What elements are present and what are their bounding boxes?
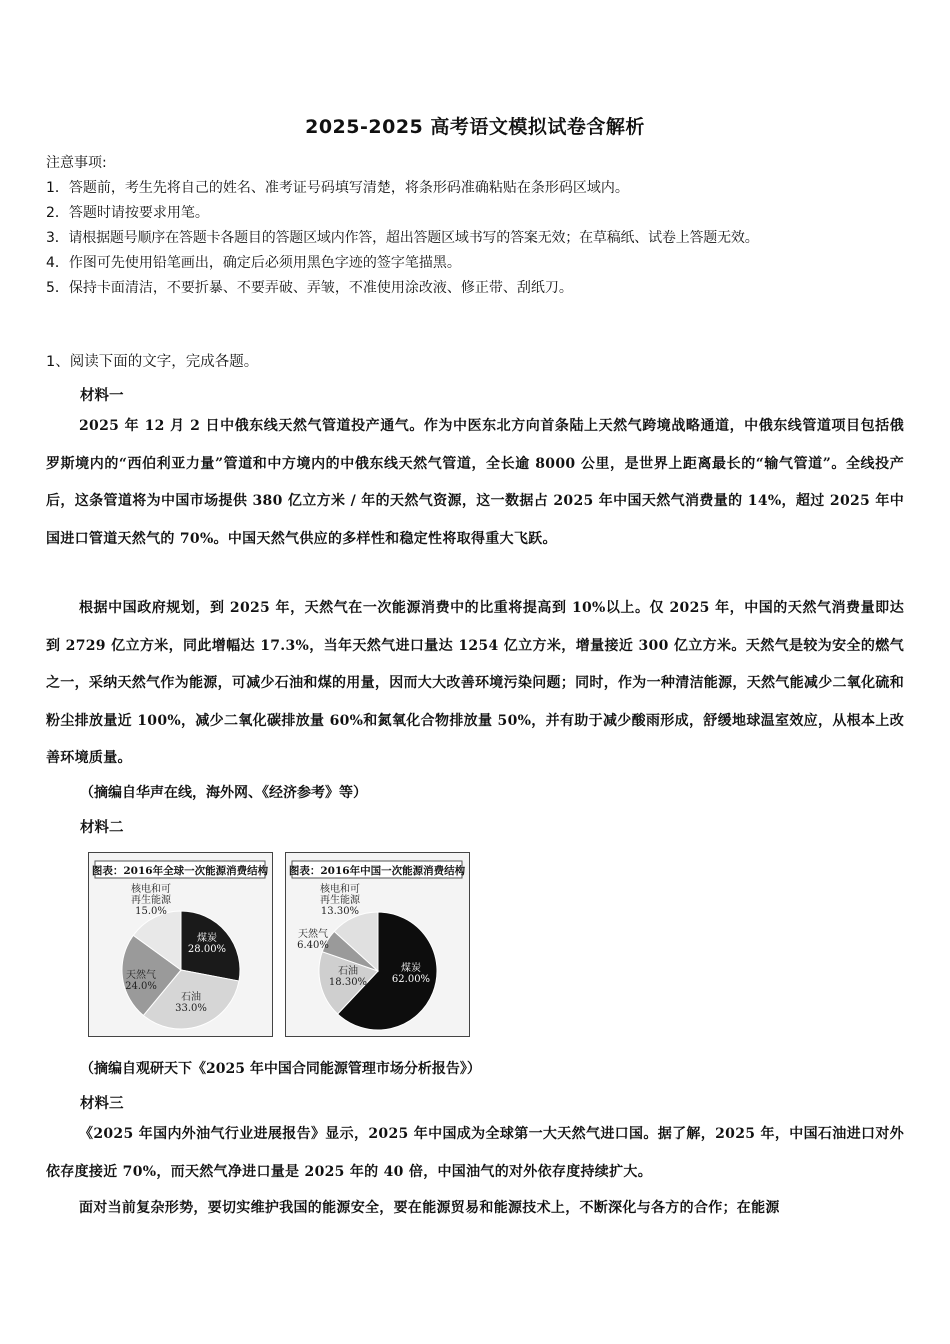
pie-category-label: 再生能源 (131, 895, 171, 906)
global-energy-chart (88, 852, 273, 1037)
pie-value-label: 28.00% (187, 944, 227, 955)
material-1-paragraph: 根据中国政府规划，到 2025 年，天然气在一次能源消费中的比重将提高到 10%以上。仅 2025 年，中国的天然气消费量即达到 2729 亿立方米，同此增幅达 17.3%，当年天然气进口量达 1254 亿立方米，增量接近 300 亿立方米。天然气是较为安全的燃气之一，采纳天然气作为能源，可减少石油和煤的用量，因而大大改善环境污染问题；同时，作为一种清洁能源，天然气能减少二氧化硫和粉尘排放量近 100%，减少二氧化碳排放量 60%和氮氧化合物排放量 50%，并有助于减少酸雨形成，舒缓地球温室效应，从根本上改善环境质量。 (46, 600, 904, 767)
notice-heading: 注意事项: (46, 155, 107, 171)
pie-value-label: 15.0% (135, 906, 167, 917)
material-1-paragraph: 2025 年 12 月 2 日中俄东线天然气管道投产通气。作为中医东北方向首条陆上天然气跨境战略通道，中俄东线管道项目包括俄罗斯境内的“西伯利亚力量”管道和中方境内的中俄东线天然气管道，全长逾 8000 公里，是世界上距离最长的“输气管道”。全线投产后，这条管道将为中国市场提供 380 亿立方米 / 年的天然气资源，这一数据占 2025 年中国天然气消费量的 14%，超过 2025 年中国进口管道天然气的 70%。中国天然气供应的多样性和稳定性将取得重大飞跃。 (46, 418, 904, 547)
material-3-paragraph: 面对当前复杂形势，要切实维护我国的能源安全，要在能源贸易和能源技术上，不断深化与各方的合作；在能源 (79, 1200, 780, 1216)
pie-category-label: 天然气 (126, 970, 156, 981)
notice-section (46, 151, 926, 301)
notice-item: 5．保持卡面清洁，不要折暴、不要弄破、弄皱，不准使用涂改液、修正带、刮纸刀。 (46, 280, 573, 296)
notice-item: 4．作图可先使用铅笔画出，确定后必须用黑色字迹的签字笔描黑。 (46, 255, 461, 271)
pie-value-label: 62.00% (391, 974, 431, 985)
pie-category-label: 核电和可 (131, 884, 171, 895)
china-energy-chart (285, 852, 470, 1037)
pie-category-label: 再生能源 (320, 895, 360, 906)
pie-category-label: 煤炭 (401, 963, 421, 974)
material-2-label: 材料二 (80, 819, 124, 836)
material-1-label: 材料一 (80, 387, 124, 404)
notice-item: 2．答题时请按要求用笔。 (46, 205, 209, 221)
pie-value-label: 6.40% (297, 940, 329, 951)
pie-value-label: 18.30% (328, 977, 368, 988)
chart-title: 图表：2016年中国一次能源消费结构 (288, 865, 466, 877)
pie-category-label: 天然气 (298, 929, 328, 940)
notice-item: 1．答题前，考生先将自己的姓名、准考证号码填写清楚，将条形码准确粘贴在条形码区域内。 (46, 180, 629, 196)
chart-title: 图表：2016年全球一次能源消费结构 (91, 865, 269, 877)
pie-category-label: 煤炭 (197, 933, 217, 944)
material-3-paragraph: 《2025 年国内外油气行业进展报告》显示，2025 年中国成为全球第一大天然气进口国。据了解，2025 年，中国石油进口对外依存度接近 70%，而天然气净进口量是 2025 年的 40 倍，中国油气的对外依存度持续扩大。 (46, 1126, 904, 1180)
page-title: 2025-2025 高考语文模拟试卷含解析 (305, 116, 645, 138)
china-energy-pie-svg (286, 853, 468, 1035)
pie-value-label: 24.0% (125, 981, 157, 992)
notice-item: 3．请根据题号顺序在答题卡各题目的答题区域内作答，超出答题区域书写的答案无效；在草稿纸、试卷上答题无效。 (46, 230, 759, 246)
pie-value-label: 13.30% (320, 906, 360, 917)
material-3-label: 材料三 (80, 1095, 124, 1112)
pie-value-label: 33.0% (175, 1003, 207, 1014)
pie-category-label: 石油 (338, 966, 358, 977)
question-prompt: 1、阅读下面的文字，完成各题。 (46, 354, 259, 370)
pie-category-label: 石油 (181, 992, 201, 1003)
global-energy-pie-svg (89, 853, 271, 1035)
material-1-source: （摘编自华声在线，海外网、《经济参考》等） (80, 785, 367, 801)
material-2-source: （摘编自观研天下《2025 年中国合同能源管理市场分析报告》） (80, 1061, 481, 1077)
pie-category-label: 核电和可 (320, 884, 360, 895)
